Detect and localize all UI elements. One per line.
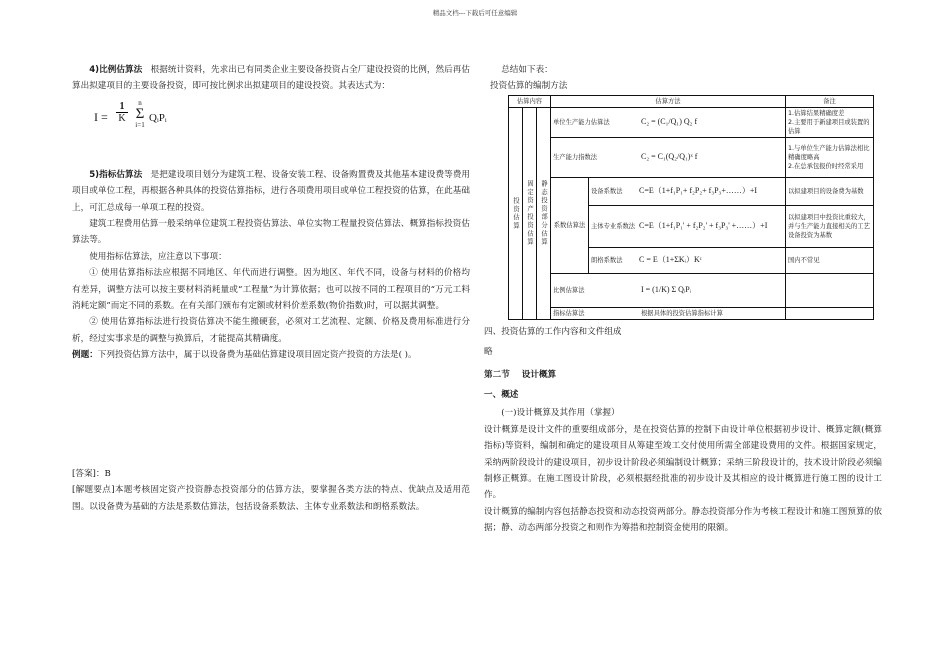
formula-fraction [116,101,128,124]
cell-static-estimate: 静态投资部分估算 [537,107,551,319]
cell-note: 以拟建项目的设备费为基数 [786,177,874,205]
cell-fixed-asset-estimate: 固定资产投资估算 [523,107,537,319]
cell-method-name [551,307,786,319]
page-header: 精品文档---下载后可任意编辑 [432,9,518,17]
table-row [509,273,874,307]
cell-method-name [551,107,786,137]
note-2: ② 使用估算指标法进行投资估算决不能生搬硬套，必须对工艺流程、定额、价格及费用标准进行分析，经过实事求是的调整与换算后，才能提高其精确度。 [72,317,470,344]
index-method-title: 5)指标估算法 [89,169,143,180]
method-formula: I = (1/K) Σ QᵢPᵢ [641,285,692,295]
ratio-method-text: 根据统计资料，先求出已有同类企业主要设备投资占全厂建设投资的比例，然后再估算出拟建项目的主要设备投资，即可按比例求出拟建项目的建设投资。其表达式为： [72,65,470,92]
formula-lhs: I = [94,109,108,124]
cell-note: 以拟建项目中投资比重较大，并与生产能力直接相关的工艺设备投资为基数 [786,205,874,247]
method-formula: C = E（1+ΣKᵢ）Kᶜ [639,255,702,265]
method-formula: C₂ = C₁(Q₂/Q₁)ˣ f [641,152,698,162]
example-label: 例题： [72,350,98,361]
method-name-text: 生产能力指数法 [553,154,598,162]
formula-term: QᵢPᵢ [149,111,167,124]
method-formula: C₂ = (C₁/Q₁) Q₂ f [641,117,698,127]
overview-heading: 一、概述 [484,390,519,401]
formula-sum [134,99,146,129]
cell-note: 1.与单位生产能力估算法相比精确度略高 2.在总承包报价时经常采用 [786,137,874,177]
table-row [509,177,874,205]
table-header-row [509,95,874,107]
header-note: 备注 [786,95,874,107]
subsection-heading: (一)设计概算及其作用（掌握） [501,408,620,419]
method-formula: C=E（1+f₁P₁' + f₂P₂' + f₃P₃' +……）+I [639,221,768,231]
chapter-number: 第二节 [484,369,510,380]
cell-note-empty [786,307,874,319]
ratio-formula [94,98,470,135]
note-1: ① 使用估算指标法应根据不同地区、年代而进行调整。因为地区、年代不同，设备与材料的价格均有差异，调整方法可以按主要材料消耗量或“工程量”为计算依据；也可以按不同的工程项目的“万元工料消耗定额”而定不同的系数。在有关部门颁布有定额或材料价差系数(物价指数)时，可以据其调整。 [72,268,470,312]
analysis: [解题要点]本题考核固定资产投资静态投资部分的估算方法，要掌握各类方法的特点、优缺点及适用范围。以设备费为基础的方法是系数估算法，包括设备系数法、主体专业系数法和朗格系数法。 [72,485,470,512]
cell-note-empty [786,273,874,307]
right-column [484,60,882,537]
method-name-text: 单位生产能力估算法 [553,119,610,127]
chapter-heading [484,367,882,383]
header-method: 估算方法 [551,95,786,107]
cell-method-name [551,273,786,307]
notes-intro: 使用指标估算法，应注意以下事项： [89,251,227,262]
table-row [509,307,874,319]
table-row [509,137,874,177]
chapter-title: 设计概算 [521,369,557,380]
formula-denominator: K [116,112,128,124]
method-name-text: 主体专业系数法 [591,223,636,231]
formula-sum-bottom: i=1 [135,120,145,129]
cell-method-name [551,137,786,177]
index-method-text: 是把建设项目划分为建筑工程、设备安装工程、设备购置费及其他基本建设费等费用项目或单位工程，再根据各种具体的投资估算指标，进行各项费用项目或单位工程投资的估算，在此基础上，可汇总成每一单项工程的投资。 [72,169,470,213]
cell-method-name [589,247,786,273]
cell-note: 国内不常见 [786,247,874,273]
index-method-paragraph [72,167,470,216]
method-name-text: 比例估算法 [553,287,585,295]
ratio-method-paragraph [72,62,470,95]
method-formula: C=E（1+f₁P₁+ f₂P₂+ f₃P₃+……）+I [639,186,758,196]
section-4-heading: 四、投资估算的工作内容和文件组成 [484,326,622,337]
estimation-methods-table [508,95,874,320]
building-estimate-paragraph: 建筑工程费用估算一般采纳单位建筑工程投资估算法、单位实物工程量投资估算法、概算指标投资估算法等。 [72,219,470,246]
formula-sum-top: n [138,98,142,107]
cell-method-name [589,205,786,247]
cell-method-name [589,177,786,205]
design-estimate-content-paragraph: 设计概算的编制内容包括静态投资和动态投资两部分。静态投资部分作为考核工程设计和施工图预算的依据；静、动态两部分投资之和则作为筹措和控制资金使用的限额。 [484,506,882,534]
header-content: 估算内容 [509,95,551,107]
left-column [72,60,470,515]
formula-numerator: 1 [119,100,125,112]
answer: [答案]：B [72,468,111,479]
ratio-method-title: 4)比例估算法 [89,65,143,75]
method-formula: 根据具体的投资估算指标计算 [641,309,723,317]
cell-note: 1.估算结果精确度差 2.主要用于新建项目或装置的估算 [786,107,874,137]
design-estimate-paragraph: 设计概算是设计文件的重要组成部分，是在投资估算的控制下由设计单位根据初步设计、概算定额(概算指标)等资料，编制和确定的建设项目从筹建至竣工交付使用所需全部建设费用的文件。根据国家规定，采纳两阶段设计的建设项目，初步设计阶段必须编制设计概算；采纳三阶段设计的，技术设计阶段必须编制修正概算。在施工图设计阶段，必须根据经批准的初步设计及其相应的设计概算进行施工图的设计工作。 [484,424,882,501]
method-name-text: 设备系数法 [591,188,623,196]
sigma-icon: Σ [135,105,145,122]
section-4-body: 略 [484,347,493,358]
cell-coefficient-group: 系数估算法 [551,177,589,273]
example-paragraph [72,347,470,363]
example-text: 下列投资估算方法中，属于以设备费为基础估算建设项目固定资产投资的方法是( )。 [97,350,417,361]
method-name-text: 朗格系数法 [591,257,623,265]
method-name-text: 指标估算法 [553,309,585,317]
table-row [509,107,874,137]
summary-line: 总结如下表： [501,65,553,75]
cell-investment-estimate: 投资估算 [509,107,523,319]
table-title: 投资估算的编制方法 [490,81,568,92]
